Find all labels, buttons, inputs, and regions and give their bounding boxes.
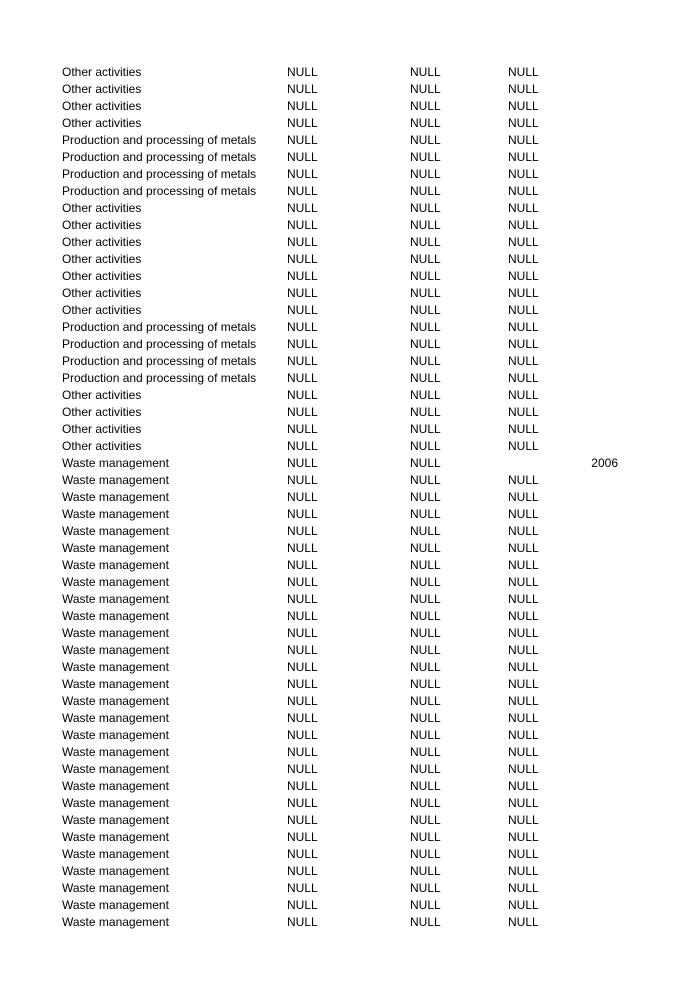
value-cell-1: NULL: [287, 643, 318, 657]
activity-cell: Other activities: [62, 439, 142, 453]
value-cell-2: NULL: [410, 320, 441, 334]
value-cell-3: NULL: [508, 779, 539, 793]
value-cell-2: NULL: [410, 575, 441, 589]
activity-cell: Production and processing of metals: [62, 184, 257, 198]
activity-cell: Waste management: [62, 847, 169, 861]
value-cell-2: NULL: [410, 643, 441, 657]
table-row: [0, 659, 700, 676]
data-table: [0, 64, 700, 931]
value-cell-1: NULL: [287, 320, 318, 334]
value-cell-2: NULL: [410, 456, 441, 470]
value-cell-1: NULL: [287, 337, 318, 351]
value-cell-3: NULL: [508, 490, 539, 504]
value-cell-1: NULL: [287, 694, 318, 708]
value-cell-3: NULL: [508, 133, 539, 147]
activity-cell: Waste management: [62, 609, 169, 623]
value-cell-3: NULL: [508, 150, 539, 164]
value-cell-2: NULL: [410, 728, 441, 742]
value-cell-3: NULL: [508, 473, 539, 487]
activity-cell: Waste management: [62, 864, 169, 878]
table-row: [0, 506, 700, 523]
value-cell-1: NULL: [287, 728, 318, 742]
value-cell-1: NULL: [287, 677, 318, 691]
value-cell-1: NULL: [287, 439, 318, 453]
value-cell-3: NULL: [508, 609, 539, 623]
table-row: [0, 64, 700, 81]
activity-cell: Waste management: [62, 881, 169, 895]
value-cell-1: NULL: [287, 422, 318, 436]
value-cell-3: NULL: [508, 371, 539, 385]
table-row: [0, 897, 700, 914]
value-cell-2: NULL: [410, 99, 441, 113]
value-cell-2: NULL: [410, 167, 441, 181]
value-cell-3: NULL: [508, 218, 539, 232]
value-cell-2: NULL: [410, 881, 441, 895]
value-cell-2: NULL: [410, 745, 441, 759]
table-row: [0, 353, 700, 370]
value-cell-2: NULL: [410, 65, 441, 79]
value-cell-3: NULL: [508, 864, 539, 878]
activity-cell: Production and processing of metals: [62, 167, 257, 181]
value-cell-2: NULL: [410, 388, 441, 402]
value-cell-2: NULL: [410, 116, 441, 130]
value-cell-2: NULL: [410, 864, 441, 878]
value-cell-1: NULL: [287, 711, 318, 725]
activity-cell: Waste management: [62, 898, 169, 912]
value-cell-3: NULL: [508, 592, 539, 606]
value-cell-1: NULL: [287, 507, 318, 521]
activity-cell: Production and processing of metals: [62, 320, 257, 334]
value-cell-3: NULL: [508, 626, 539, 640]
value-cell-3: NULL: [508, 116, 539, 130]
activity-cell: Other activities: [62, 235, 142, 249]
activity-cell: Other activities: [62, 99, 142, 113]
value-cell-3: NULL: [508, 320, 539, 334]
value-cell-1: NULL: [287, 252, 318, 266]
activity-cell: Waste management: [62, 626, 169, 640]
activity-cell: Waste management: [62, 677, 169, 691]
value-cell-3: NULL: [508, 167, 539, 181]
value-cell-1: NULL: [287, 201, 318, 215]
activity-cell: Other activities: [62, 422, 142, 436]
value-cell-2: NULL: [410, 269, 441, 283]
activity-cell: Other activities: [62, 303, 142, 317]
table-row: [0, 268, 700, 285]
value-cell-1: NULL: [287, 388, 318, 402]
value-cell-3: NULL: [508, 847, 539, 861]
value-cell-3: NULL: [508, 830, 539, 844]
value-cell-2: NULL: [410, 150, 441, 164]
value-cell-3: NULL: [508, 694, 539, 708]
table-row: [0, 812, 700, 829]
activity-cell: Waste management: [62, 779, 169, 793]
value-cell-2: NULL: [410, 422, 441, 436]
value-cell-1: NULL: [287, 99, 318, 113]
value-cell-3: NULL: [508, 405, 539, 419]
value-cell-2: NULL: [410, 133, 441, 147]
table-row: [0, 132, 700, 149]
value-cell-1: NULL: [287, 626, 318, 640]
activity-cell: Waste management: [62, 575, 169, 589]
value-cell-3: NULL: [508, 728, 539, 742]
value-cell-1: NULL: [287, 150, 318, 164]
value-cell-1: NULL: [287, 371, 318, 385]
value-cell-2: NULL: [410, 541, 441, 555]
value-cell-1: NULL: [287, 847, 318, 861]
value-cell-2: NULL: [410, 898, 441, 912]
value-cell-1: NULL: [287, 354, 318, 368]
table-row: [0, 795, 700, 812]
activity-cell: Other activities: [62, 65, 142, 79]
table-row: [0, 200, 700, 217]
table-row: [0, 455, 700, 472]
value-cell-3: NULL: [508, 643, 539, 657]
table-row: [0, 489, 700, 506]
table-row: [0, 557, 700, 574]
table-row: [0, 183, 700, 200]
activity-cell: Other activities: [62, 116, 142, 130]
table-row: [0, 166, 700, 183]
table-row: [0, 217, 700, 234]
activity-cell: Other activities: [62, 82, 142, 96]
activity-cell: Waste management: [62, 745, 169, 759]
activity-cell: Waste management: [62, 558, 169, 572]
value-cell-1: NULL: [287, 184, 318, 198]
value-cell-2: NULL: [410, 626, 441, 640]
table-row: [0, 472, 700, 489]
value-cell-1: NULL: [287, 609, 318, 623]
value-cell-3: NULL: [508, 745, 539, 759]
value-cell-2: NULL: [410, 779, 441, 793]
value-cell-3: NULL: [508, 813, 539, 827]
value-cell-2: NULL: [410, 813, 441, 827]
value-cell-1: NULL: [287, 830, 318, 844]
value-cell-2: NULL: [410, 82, 441, 96]
table-row: [0, 591, 700, 608]
activity-cell: Production and processing of metals: [62, 371, 257, 385]
table-row: [0, 302, 700, 319]
activity-cell: Other activities: [62, 269, 142, 283]
value-cell-2: NULL: [410, 796, 441, 810]
value-cell-3: NULL: [508, 269, 539, 283]
activity-cell: Production and processing of metals: [62, 133, 257, 147]
value-cell-2: NULL: [410, 660, 441, 674]
value-cell-3: NULL: [508, 507, 539, 521]
activity-cell: Other activities: [62, 405, 142, 419]
activity-cell: Production and processing of metals: [62, 150, 257, 164]
value-cell-1: NULL: [287, 864, 318, 878]
table-row: [0, 727, 700, 744]
table-row: [0, 914, 700, 931]
value-cell-3: NULL: [508, 337, 539, 351]
value-cell-1: NULL: [287, 915, 318, 929]
value-cell-1: NULL: [287, 898, 318, 912]
value-cell-1: NULL: [287, 796, 318, 810]
table-row: [0, 574, 700, 591]
activity-cell: Waste management: [62, 660, 169, 674]
value-cell-2: NULL: [410, 405, 441, 419]
value-cell-2: NULL: [410, 490, 441, 504]
table-row: [0, 540, 700, 557]
value-cell-3: NULL: [508, 439, 539, 453]
table-row: [0, 404, 700, 421]
value-cell-2: NULL: [410, 507, 441, 521]
value-cell-1: NULL: [287, 813, 318, 827]
value-cell-2: NULL: [410, 677, 441, 691]
activity-cell: Other activities: [62, 201, 142, 215]
table-row: [0, 676, 700, 693]
table-row: [0, 387, 700, 404]
value-cell-2: NULL: [410, 303, 441, 317]
value-cell-1: NULL: [287, 473, 318, 487]
table-row: [0, 81, 700, 98]
value-cell-1: NULL: [287, 881, 318, 895]
activity-cell: Other activities: [62, 252, 142, 266]
value-cell-3: NULL: [508, 881, 539, 895]
value-cell-2: NULL: [410, 337, 441, 351]
value-cell-3: NULL: [508, 575, 539, 589]
value-cell-3: NULL: [508, 201, 539, 215]
value-cell-2: NULL: [410, 694, 441, 708]
table-row: [0, 336, 700, 353]
value-cell-3: NULL: [508, 711, 539, 725]
activity-cell: Waste management: [62, 762, 169, 776]
activity-cell: Other activities: [62, 388, 142, 402]
value-cell-3: NULL: [508, 422, 539, 436]
value-cell-3: NULL: [508, 660, 539, 674]
table-row: [0, 285, 700, 302]
value-cell-1: NULL: [287, 235, 318, 249]
value-cell-1: NULL: [287, 558, 318, 572]
value-cell-2: NULL: [410, 592, 441, 606]
value-cell-1: NULL: [287, 65, 318, 79]
table-row: [0, 693, 700, 710]
table-row: [0, 710, 700, 727]
value-cell-2: NULL: [410, 252, 441, 266]
value-cell-3: NULL: [508, 677, 539, 691]
value-cell-1: NULL: [287, 456, 318, 470]
activity-cell: Production and processing of metals: [62, 337, 257, 351]
activity-cell: Waste management: [62, 541, 169, 555]
table-row: [0, 778, 700, 795]
table-row: [0, 319, 700, 336]
table-row: [0, 829, 700, 846]
table-row: [0, 438, 700, 455]
value-cell-1: NULL: [287, 167, 318, 181]
value-cell-2: NULL: [410, 184, 441, 198]
value-cell-3: NULL: [508, 286, 539, 300]
value-cell-1: NULL: [287, 82, 318, 96]
activity-cell: Waste management: [62, 728, 169, 742]
value-cell-2: NULL: [410, 371, 441, 385]
value-cell-3: NULL: [508, 235, 539, 249]
year-cell: 2006: [591, 456, 618, 470]
table-row: [0, 98, 700, 115]
activity-cell: Waste management: [62, 830, 169, 844]
activity-cell: Waste management: [62, 711, 169, 725]
value-cell-1: NULL: [287, 405, 318, 419]
value-cell-3: NULL: [508, 796, 539, 810]
value-cell-3: NULL: [508, 184, 539, 198]
activity-cell: Waste management: [62, 813, 169, 827]
value-cell-3: NULL: [508, 388, 539, 402]
activity-cell: Waste management: [62, 524, 169, 538]
value-cell-2: NULL: [410, 558, 441, 572]
table-row: [0, 761, 700, 778]
value-cell-3: NULL: [508, 558, 539, 572]
value-cell-1: NULL: [287, 133, 318, 147]
table-row: [0, 370, 700, 387]
value-cell-2: NULL: [410, 847, 441, 861]
value-cell-1: NULL: [287, 762, 318, 776]
value-cell-2: NULL: [410, 218, 441, 232]
value-cell-1: NULL: [287, 592, 318, 606]
value-cell-1: NULL: [287, 541, 318, 555]
value-cell-2: NULL: [410, 711, 441, 725]
value-cell-1: NULL: [287, 779, 318, 793]
value-cell-1: NULL: [287, 575, 318, 589]
value-cell-2: NULL: [410, 286, 441, 300]
activity-cell: Other activities: [62, 218, 142, 232]
table-row: [0, 846, 700, 863]
value-cell-1: NULL: [287, 490, 318, 504]
value-cell-1: NULL: [287, 660, 318, 674]
table-row: [0, 608, 700, 625]
value-cell-1: NULL: [287, 286, 318, 300]
value-cell-3: NULL: [508, 915, 539, 929]
value-cell-2: NULL: [410, 201, 441, 215]
value-cell-3: NULL: [508, 252, 539, 266]
value-cell-3: NULL: [508, 762, 539, 776]
value-cell-1: NULL: [287, 269, 318, 283]
activity-cell: Waste management: [62, 796, 169, 810]
table-row: [0, 523, 700, 540]
value-cell-2: NULL: [410, 235, 441, 249]
table-row: [0, 251, 700, 268]
table-row: [0, 863, 700, 880]
value-cell-3: NULL: [508, 303, 539, 317]
value-cell-2: NULL: [410, 830, 441, 844]
table-row: [0, 421, 700, 438]
table-row: [0, 744, 700, 761]
value-cell-2: NULL: [410, 439, 441, 453]
value-cell-2: NULL: [410, 473, 441, 487]
value-cell-3: NULL: [508, 541, 539, 555]
value-cell-2: NULL: [410, 609, 441, 623]
activity-cell: Other activities: [62, 286, 142, 300]
value-cell-1: NULL: [287, 745, 318, 759]
activity-cell: Waste management: [62, 915, 169, 929]
value-cell-3: NULL: [508, 99, 539, 113]
value-cell-2: NULL: [410, 524, 441, 538]
value-cell-3: NULL: [508, 524, 539, 538]
value-cell-1: NULL: [287, 303, 318, 317]
value-cell-3: NULL: [508, 65, 539, 79]
activity-cell: Waste management: [62, 456, 169, 470]
value-cell-3: NULL: [508, 82, 539, 96]
table-row: [0, 115, 700, 132]
value-cell-2: NULL: [410, 915, 441, 929]
table-row: [0, 642, 700, 659]
activity-cell: Waste management: [62, 490, 169, 504]
activity-cell: Production and processing of metals: [62, 354, 257, 368]
table-row: [0, 625, 700, 642]
value-cell-1: NULL: [287, 218, 318, 232]
table-row: [0, 234, 700, 251]
activity-cell: Waste management: [62, 643, 169, 657]
activity-cell: Waste management: [62, 694, 169, 708]
value-cell-2: NULL: [410, 354, 441, 368]
value-cell-3: NULL: [508, 354, 539, 368]
value-cell-3: NULL: [508, 898, 539, 912]
activity-cell: Waste management: [62, 592, 169, 606]
table-row: [0, 149, 700, 166]
value-cell-2: NULL: [410, 762, 441, 776]
value-cell-1: NULL: [287, 524, 318, 538]
activity-cell: Waste management: [62, 507, 169, 521]
activity-cell: Waste management: [62, 473, 169, 487]
value-cell-1: NULL: [287, 116, 318, 130]
table-row: [0, 880, 700, 897]
